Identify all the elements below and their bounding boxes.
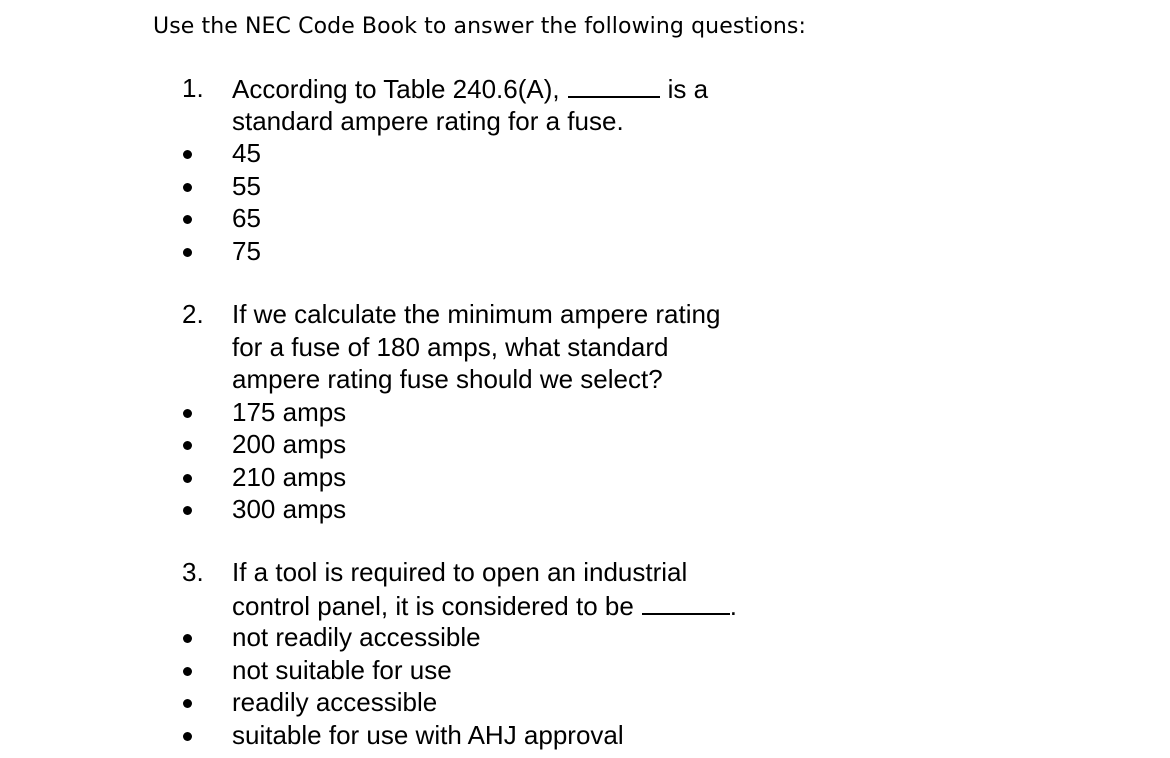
answer-blank <box>642 589 730 615</box>
option-label: 65 <box>232 203 261 233</box>
question-3-line-2 <box>0 589 1170 622</box>
question-text: is a <box>667 74 709 104</box>
instructions-heading: Use the NEC Code Book to answer the following questions: <box>153 14 807 39</box>
question-text: for a fuse of 180 amps, what standard <box>232 331 669 362</box>
answer-option[interactable] <box>0 396 1170 429</box>
option-label: 175 amps <box>232 396 347 427</box>
question-1 <box>0 72 1170 267</box>
bullet-icon <box>183 248 192 257</box>
bullet-icon <box>183 732 192 741</box>
bullet-icon <box>183 215 192 224</box>
answer-option[interactable] <box>0 654 1170 687</box>
option-label: 55 <box>232 170 261 201</box>
bullet-icon <box>183 667 192 676</box>
answer-option[interactable] <box>0 235 1170 268</box>
bullet-icon <box>183 441 192 450</box>
option-label: 210 amps <box>232 461 347 492</box>
answer-option[interactable] <box>0 686 1170 719</box>
question-1-line-1 <box>0 72 1170 105</box>
question-text: If a tool is required to open an industrial <box>232 557 688 587</box>
option-label: suitable for use with AHJ approval <box>232 719 624 750</box>
option-label: 300 amps <box>232 494 347 524</box>
option-label: not readily accessible <box>232 622 481 652</box>
bullet-icon <box>183 506 192 515</box>
answer-option[interactable] <box>0 461 1170 494</box>
question-1-line-2 <box>0 105 1170 138</box>
answer-option[interactable] <box>0 170 1170 203</box>
question-text: If we calculate the minimum ampere rating <box>232 299 721 329</box>
question-3-line-1 <box>0 556 1170 589</box>
bullet-icon <box>183 474 192 483</box>
option-label: readily accessible <box>232 687 438 717</box>
bullet-icon <box>183 634 192 643</box>
bullet-icon <box>183 183 192 192</box>
question-end-punctuation: . <box>729 590 738 621</box>
question-text: control panel, it is considered to be <box>232 590 634 621</box>
answer-option[interactable] <box>0 621 1170 654</box>
answer-option[interactable] <box>0 493 1170 526</box>
option-label: not suitable for use <box>232 654 452 685</box>
question-2-line-2 <box>0 331 1170 364</box>
option-label: 75 <box>232 235 261 266</box>
question-text: standard ampere rating for a fuse. <box>232 105 624 136</box>
option-label: 200 amps <box>232 429 347 459</box>
question-text: According to Table 240.6(A), <box>232 74 560 104</box>
bullet-icon <box>183 699 192 708</box>
question-number: 1. <box>182 73 204 103</box>
answer-option[interactable] <box>0 719 1170 752</box>
question-text: ampere rating fuse should we select? <box>232 364 663 394</box>
question-2-line-1 <box>0 298 1170 331</box>
question-2-line-3 <box>0 363 1170 396</box>
answer-blank <box>568 72 660 98</box>
bullet-icon <box>183 150 192 159</box>
answer-option[interactable] <box>0 428 1170 461</box>
question-number: 3. <box>182 557 204 587</box>
answer-option[interactable] <box>0 202 1170 235</box>
question-3 <box>0 556 1170 751</box>
option-label: 45 <box>232 138 261 168</box>
question-number: 2. <box>182 299 204 329</box>
answer-option[interactable] <box>0 137 1170 170</box>
question-2 <box>0 298 1170 526</box>
bullet-icon <box>183 409 192 418</box>
